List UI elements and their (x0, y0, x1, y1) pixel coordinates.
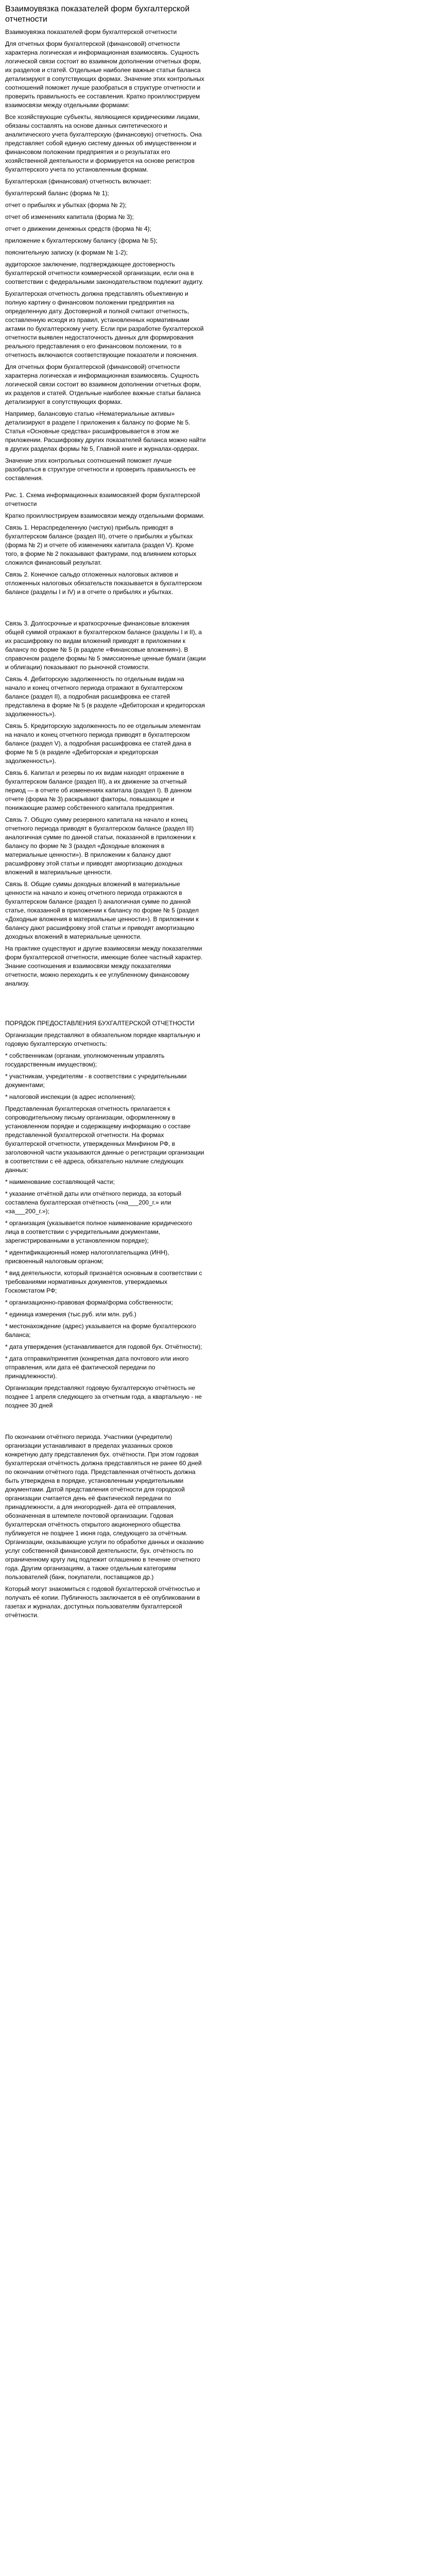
list-item: отчет о прибылях и убытках (форма № 2); (5, 201, 127, 209)
section-heading: ПОРЯДОК ПРЕДОСТАВЛЕНИЯ БУХГАЛТЕРСКОЙ ОТЧЕТНОСТИ (5, 1020, 195, 1027)
paragraph: Например, балансовую статью «Нематериальные активы» детализируют в разделе I приложения к балансу по форме № 5. Статья «Основные средства» расшифровывается в этом же приложении. Расшифровку других показателей баланса можно найти в других разделах формы № 5, Главной книге и журналах-ордерах. (5, 410, 206, 452)
paragraph: Связь 7. Общую сумму резервного капитала на начало и конец отчетного периода приводят в бухгалтерском балансе (раздел III) аналогичная сумме по данной статьи, показанной в приложении к балансу по форме № 3 (раздел «Доходные вложения в материальные ценности»). В приложении к балансу дают расшифровку этой статьи и приводят амортизацию доходных вложений в материальные ценности. (5, 816, 196, 876)
list-item: отчет о движении денежных средств (форма № 4); (5, 225, 151, 232)
paragraph: Бухгалтерская отчетность должна представлять объективную и полную картину о финансовом положении предприятия на определенную дату. Достоверной и полной считают отчетность, составленную исходя из правил, установленных нормативными актами по бухгалтерскому учету. Если при разработке бухгалтерской отчетности выявлен недостаточность данных для формирования реального представления о его финансовом положении, то в отчетность включаются соответствующие показатели и пояснения. (5, 290, 204, 359)
paragraph: По окончании отчётного периода. Участники (учредители) организации устанавливают в пределах указанных сроков конкретную дату представления бух. отчётности. При этом годовая бухгалтерская отчётность должна представляться не ранее 60 дней по окончании отчётного года. Представленная отчётность должна быть утверждена в порядке, установленным учредительными документами. Датой представления отчётности для городской организации считается день её фактической передачи по принадлежности, а для иногородней- дата её отправления, обозначенная в штемпеле почтовой организации. Годовая бухгалтерская отчётность открытого акционерного общества публикуется не позднее 1 июня года, следующего за отчётным. Организации, оказывающие услуги по обработке данных и оказанию услуг собственной финансовой деятельности, бух. отчётность по ограниченному кругу лиц подлежит оглашению в течение отчетного года. Другим организациям, а также отдельным категориям пользователей (банк, покупатели, поставщиков др.) (5, 1433, 204, 1581)
list-item: * организационно-правовая форма/форма собственности; (5, 1299, 173, 1306)
list-item: * наименование составляющей части; (5, 1178, 115, 1185)
paragraph: Для отчетных форм бухгалтерской (финансовой) отчетности характерна логическая и информационная взаимосвязь. Сущность логической связи состоит во взаимном дополнении отчетных форм, их разделов и статей. Отдельные наиболее важные статьи баланса детализируют в сопутствующих формах. Значение этих контрольных соотношений поможет лучше разобраться в структуре отчетности и проверить правильность ее составления. Кратко проиллюстрируем взаимосвязи между отдельными формами: (5, 40, 204, 109)
list-item: бухгалтерский баланс (форма № 1); (5, 190, 109, 197)
list-item: * местонахождение (адрес) указывается на форме бухгалтерского баланса; (5, 1323, 196, 1338)
paragraph: Который могут знакомиться с годовой бухгалтерской отчётностью и получать её копии. Публичность заключается в её опубликовании в газетах и журналах, доступных пользователям бухгалтерской отчётности. (5, 1585, 200, 1619)
paragraph: Кратко проиллюстрируем взаимосвязи между отдельными формами. (5, 512, 205, 519)
paragraph: Связь 4. Дебиторскую задолженность по отдельным видам на начало и конец отчетного периода отражают в бухгалтерском балансе (раздел II), а подробная расшифровка ее статей представлена в форме № 5 (в разделе «Дебиторская и кредиторская задолженность»). (5, 675, 205, 718)
paragraph: Связь 1. Нераспределенную (чистую) прибыль приводят в бухгалтерском балансе (раздел III), отчете о прибылях и убытках (форма № 2) и отчете об изменениях капитала (раздел V). Кроме того, в форме № 2 показывают фактурами, под влиянием которых сложился финансовый результат. (5, 524, 197, 566)
paragraph: аудиторское заключение, подтверждающее достоверность бухгалтерской отчетности коммерческой организации, если она в соответствии с федеральными законодательством подлежит аудиту. (5, 261, 203, 285)
list-item: * идентификационный номер налогоплательщика (ИНН), присвоенный налоговым органом; (5, 1249, 169, 1265)
list-item: * указание отчётной даты или отчётного периода, за который составлена бухгалтерская отчётность («на___200_г.» или «за___200_г.»); (5, 1190, 182, 1215)
paragraph: Связь 2. Конечное сальдо отложенных налоговых активов и отложенных налоговых обязательств показывается в бухгалтерском балансе (разделы I и IV) и в отчете о прибылях и убытках. (5, 571, 202, 596)
paragraph: Связь 8. Общие суммы доходных вложений в материальные ценности на начало и конец отчетного периода отражаются в бухгалтерском балансе (раздел I) аналогичная сумме по данной статье, показанной в приложении к балансу по форме № 5 (раздел «Доходные вложения в материальные ценности»). В приложении к балансу дают расшифровку этой статьи и приводят амортизацию доходных вложений в материальные ценности. (5, 880, 199, 940)
paragraph: На практике существуют и другие взаимосвязи между показателями форм бухгалтерской отчетности, имеющие более частный характер. Знание соотношения и взаимосвязи между показателями отчетности, можно переходить к ее углубленному финансовому анализу. (5, 945, 203, 987)
figure-caption: Рис. 1. Схема информационных взаимосвязей форм бухгалтерской отчетности (5, 492, 200, 507)
paragraph: Значение этих контрольных соотношений поможет лучше разобраться в структуре отчетности и проверить правильность ее составления. (5, 457, 196, 482)
paragraph: Организации представляют годовую бухгалтерскую отчётность не позднее 1 апреля следующего за отчетным года, а квартальную - не позднее 30 дней (5, 1384, 202, 1409)
list-item: * дата утверждения (устанавливается для годовой бух. Отчётности); (5, 1343, 202, 1350)
list-item: * организация (указывается полное наименование юридического лица в соответствии с учредительными документами, зарегистрированными в установленном порядке); (5, 1219, 193, 1244)
section-deadlines (5, 1433, 206, 1620)
document-title: Взаимоувязка показателей форм бухгалтерской отчетности (5, 5, 190, 24)
list-item: отчет об изменениях капитала (форма № 3); (5, 213, 134, 221)
paragraph: Представленная бухгалтерская отчетность прилагается к сопроводительному письму организации, оформленному в установленном порядке и содержащему информацию о составе представленной бухгалтерской отчетности. На формах бухгалтерской отчетности, утвержденных Минфином РФ, в заголовочной части указываются данные о регистрации организации в соответствии с её адреса, обязательно наличие следующих данных: (5, 1105, 204, 1174)
paragraph: Бухгалтерская (финансовая) отчетность включает: (5, 178, 152, 185)
list-item: * дата отправки/принятия (конкретная дата почтового или иного отправления, или дата её фактической передачи по принадлежности). (5, 1355, 189, 1380)
paragraph: Связь 5. Кредиторскую задолженность по ее отдельным элементам на начало и конец отчетного периода приводят в бухгалтерском балансе (раздел V), а подробная расшифровка ее статей дана в форме № 5 (в разделе «Дебиторская и кредиторская задолженность»). (5, 722, 201, 765)
list-item: приложение к бухгалтерскому балансу (форма № 5); (5, 237, 158, 244)
paragraph: Связь 6. Капитал и резервы по их видам находят отражение в бухгалтерском балансе (раздел III), а их движение за отчетный период — в отчете об изменениях капитала (раздел I). В данном отчете (форма № 3) раскрывают факторы, повышающие и понижающие размер собственного капитала предприятия. (5, 769, 192, 811)
paragraph: Организации представляют в обязательном порядке квартальную и годовую бухгалтерскую отчетность: (5, 1031, 201, 1047)
list-item: * вид деятельности, который признаётся основным в соответствии с требованиями нормативных документов, утверждаемых Госкомстатом РФ; (5, 1269, 202, 1294)
list-item: * участникам, учредителям - в соответствии с учредительными документами; (5, 1073, 187, 1089)
paragraph: Взаимоувязка показателей форм бухгалтерской отчетности (5, 28, 177, 36)
section-links-b (5, 619, 206, 988)
section-intro (5, 28, 206, 483)
list-item: * налоговой инспекции (в адрес исполнения); (5, 1093, 136, 1100)
document-column (5, 0, 206, 1623)
paragraph: Связь 3. Долгосрочные и краткосрочные финансовые вложения общей суммой отражают в бухгалтерском балансе (разделы I и II), а их расшифровку по видам вложений приводят в приложении к балансу по форме № 5 (в разделе «Финансовые вложения»). В справочном разделе формы № 5 эмиссионные ценные бумаги (акции и облигации) показывают по рыночной стоимости. (5, 620, 206, 671)
list-item: * собственникам (органам, уполномоченным управлять государственным имуществом); (5, 1052, 165, 1068)
section-submission (5, 1031, 206, 1410)
list-item: * единица измерения (тыс.руб. или млн. руб.) (5, 1311, 136, 1318)
section-links-a (5, 512, 206, 597)
paragraph: Для отчетных форм бухгалтерской (финансовой) отчетности характерна логическая и информационная взаимосвязь. Сущность логической связи состоит во взаимном дополнении отчетных форм, их разделов и статей. Отдельные наиболее важные статьи баланса детализируют в сопутствующих формах. (5, 363, 201, 405)
list-item: пояснительную записку (к формам № 1-2); (5, 249, 128, 256)
paragraph: Все хозяйствующие субъекты, являющиеся юридическими лицами, обязаны составлять на основе данных синтетического и аналитического учета бухгалтерскую (финансовую) отчетность. Она представляет собой единую систему данных об имущественном и финансовом положении предприятия и о результатах его хозяйственной деятельности и формируется на основе регистров бухгалтерского учета по установленным формам. (5, 113, 202, 173)
